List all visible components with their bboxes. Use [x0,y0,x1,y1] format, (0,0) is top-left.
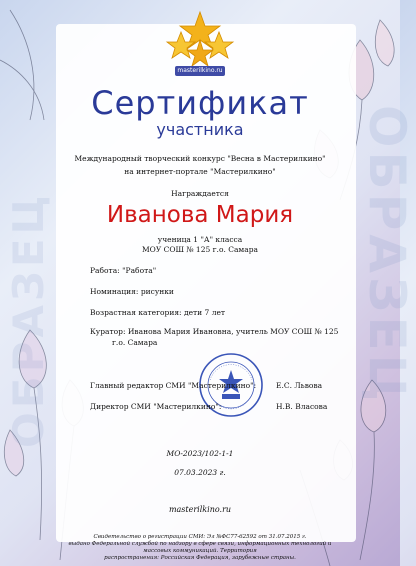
legal-line-2: выдано Федеральной службой по надзору в сфере связи, информационных технологий и массовых коммуникаций. Территория [68,541,332,554]
curator-line-2: г.о. Самара [112,338,158,347]
recipient-name: Иванова Мария [106,202,294,228]
issue-date: 07.03.2023 г. [174,468,226,477]
editor-name: Е.С. Львова [276,381,323,390]
contest-line-1: Международный творческий конкурс "Весна в Мастерилкино" [74,154,326,163]
certificate-subtitle: участника [156,120,244,139]
director-name: Н.В. Власова [276,402,328,411]
watermark-left: ОБРАЗЕЦ [4,191,53,449]
site-link[interactable]: masterilkino.ru [168,505,232,514]
nomination-field: Номинация: рисунки [90,287,174,296]
legal-line-1: Свидетельство о регистрации СМИ: Эл №ФС77-62592 от 31.07.2015 г. [93,534,307,540]
work-field: Работа: "Работа" [90,266,157,275]
logo-site-badge: masterilkino.ru [175,66,225,76]
recipient-school: МОУ СОШ № 125 г.о. Самара [141,245,259,254]
age-category-field: Возрастная категория: дети 7 лет [90,308,226,317]
certificate-title: Сертификат [91,84,309,122]
watermark-right: ОБРАЗЕЦ [358,104,416,406]
recipient-class: ученица 1 "А" класса [157,235,243,244]
contest-line-2: на интернет-портале "Мастерилкино" [124,167,276,176]
director-label: Директор СМИ "Мастерилкино": [90,402,222,411]
awarded-label: Награждается [171,189,229,198]
editor-label: Главный редактор СМИ "Мастерилкино": [90,381,257,390]
curator-line-1: Куратор: Иванова Мария Ивановна, учитель МОУ СОШ № 125 [90,327,339,336]
legal-line-3: распространения: Российская Федерация, зарубежные страны. [104,555,296,561]
legal-notice [60,534,340,562]
certificate-number: МО-2023/102-1-1 [166,449,234,458]
